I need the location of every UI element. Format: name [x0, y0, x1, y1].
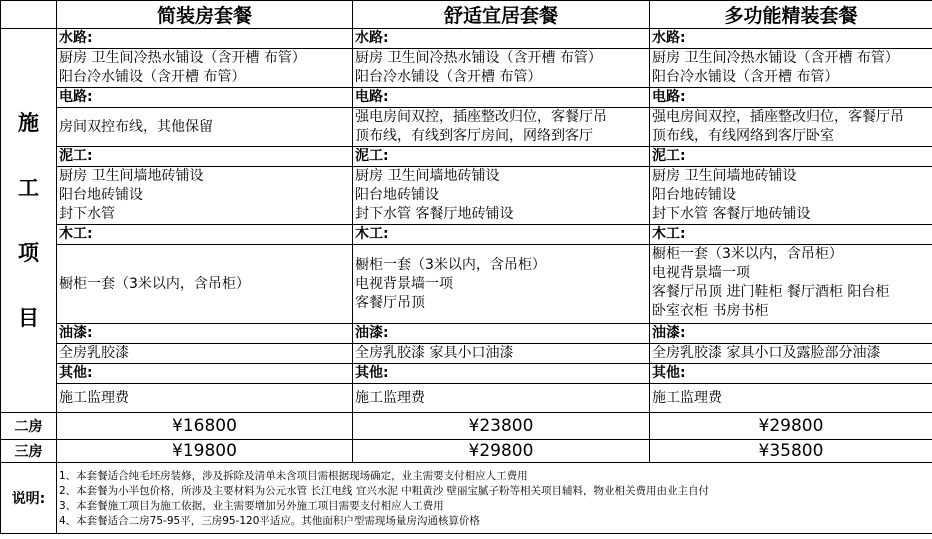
- header-basic: 简装房套餐: [57, 1, 353, 29]
- section-title: 其他:: [353, 364, 650, 384]
- notes-row: [1, 463, 932, 534]
- section-title-row: [1, 364, 932, 384]
- price-label-2br: 二房: [1, 413, 57, 440]
- price-3br-premium: ¥35800: [650, 440, 932, 463]
- section-title-row: [1, 29, 932, 49]
- section-title: 泥工:: [57, 147, 353, 167]
- note-line: 3、本套餐施工项目为施工依据，业主需要增加另外施工项目需要支付相应人工费用: [59, 500, 444, 512]
- cell-electric-premium: 强电房间双控，插座整改归位，客餐厅吊 顶布线，有线网络到客厅卧室: [650, 108, 932, 147]
- section-title: 油漆:: [353, 324, 650, 344]
- cell-water-premium: 厨房 卫生间冷热水铺设（含开槽 布管） 阳台冷水铺设（含开槽 布管）: [650, 49, 932, 88]
- section-title-row: [1, 324, 932, 344]
- note-line: 2、本套餐为小半包价格，所涉及主要材料为公元水管 长江电线 宜兴水泥 中粗黄沙 壁丽宝腻子粉等相关项目辅料，物业相关费用由业主自付: [59, 485, 710, 497]
- cell-paint-basic: 全房乳胶漆: [57, 344, 353, 364]
- cell-electric-comfort: 强电房间双控，插座整改归位，客餐厅吊 顶布线，有线到客厅房间，网络到客厅: [353, 108, 650, 147]
- cell-tiling-premium: 厨房 卫生间墙地砖铺设 阳台地砖铺设 封下水管 客餐厅地砖铺设: [650, 167, 932, 225]
- header-premium: 多功能精装套餐: [650, 1, 932, 29]
- section-title: 油漆:: [650, 324, 932, 344]
- section-title: 泥工:: [650, 147, 932, 167]
- section-title: 电路:: [353, 88, 650, 108]
- cell-other-comfort: 施工监理费: [353, 384, 650, 413]
- cell-water-basic: 厨房 卫生间冷热水铺设（含开槽 布管） 阳台冷水铺设（含开槽 布管）: [57, 49, 353, 88]
- price-2br-premium: ¥29800: [650, 413, 932, 440]
- section-title-row: [1, 225, 932, 245]
- section-title: 泥工:: [353, 147, 650, 167]
- section-title: 其他:: [57, 364, 353, 384]
- cell-tiling-comfort: 厨房 卫生间墙地砖铺设 阳台地砖铺设 封下水管 客餐厅地砖铺设: [353, 167, 650, 225]
- section-title-row: [1, 147, 932, 167]
- section-title: 水路:: [57, 29, 353, 49]
- section-body-row: [1, 108, 932, 147]
- section-body-row: [1, 49, 932, 88]
- header-comfort: 舒适宜居套餐: [353, 1, 650, 29]
- cell-water-comfort: 厨房 卫生间冷热水铺设（含开槽 布管） 阳台冷水铺设（含开槽 布管）: [353, 49, 650, 88]
- price-3br-basic: ¥19800: [57, 440, 353, 463]
- notes-label: 说明:: [1, 463, 57, 534]
- price-row-3br: [1, 440, 932, 463]
- section-title: 电路:: [650, 88, 932, 108]
- note-line: 4、本套餐适合二房75-95平，三房95-120平适应。其他面积户型需现场量房沟通核算价格: [59, 515, 480, 527]
- price-3br-comfort: ¥29800: [353, 440, 650, 463]
- price-2br-comfort: ¥23800: [353, 413, 650, 440]
- price-label-3br: 三房: [1, 440, 57, 463]
- cell-carpentry-comfort: 橱柜一套（3米以内，含吊柜） 电视背景墙一项 客餐厅吊顶: [353, 245, 650, 324]
- cell-other-basic: 施工监理费: [57, 384, 353, 413]
- cell-carpentry-premium: 橱柜一套（3米以内，含吊柜） 电视背景墙一项 客餐厅吊顶 进门鞋柜 餐厅酒柜 阳台柜 卧室衣柜 书房书柜: [650, 245, 932, 324]
- cell-tiling-basic: 厨房 卫生间墙地砖铺设 阳台地砖铺设 封下水管: [57, 167, 353, 225]
- cell-paint-comfort: 全房乳胶漆 家具小口油漆: [353, 344, 650, 364]
- section-title: 油漆:: [57, 324, 353, 344]
- price-row-2br: [1, 413, 932, 440]
- header-row: [1, 1, 932, 29]
- price-2br-basic: ¥16800: [57, 413, 353, 440]
- notes-body: [57, 463, 932, 534]
- section-body-row: [1, 344, 932, 364]
- section-body-row: [1, 384, 932, 413]
- section-title: 木工:: [57, 225, 353, 245]
- note-line: 1、本套餐适合纯毛坯房装修，涉及拆除及清单未含项目需根据现场确定，业主需要支付相应人工费用: [59, 470, 528, 482]
- corner-cell: [1, 1, 57, 29]
- section-title: 木工:: [650, 225, 932, 245]
- section-body-row: [1, 167, 932, 225]
- section-title: 水路:: [353, 29, 650, 49]
- cell-carpentry-basic: 橱柜一套（3米以内，含吊柜）: [57, 245, 353, 324]
- section-title: 木工:: [353, 225, 650, 245]
- cell-paint-premium: 全房乳胶漆 家具小口及露脸部分油漆: [650, 344, 932, 364]
- cell-other-premium: 施工监理费: [650, 384, 932, 413]
- section-title-row: [1, 88, 932, 108]
- section-title: 电路:: [57, 88, 353, 108]
- side-label-construction: 施 工 项 目: [1, 29, 57, 413]
- section-body-row: [1, 245, 932, 324]
- cell-electric-basic: 房间双控布线，其他保留: [57, 108, 353, 147]
- section-title: 水路:: [650, 29, 932, 49]
- section-title: 其他:: [650, 364, 932, 384]
